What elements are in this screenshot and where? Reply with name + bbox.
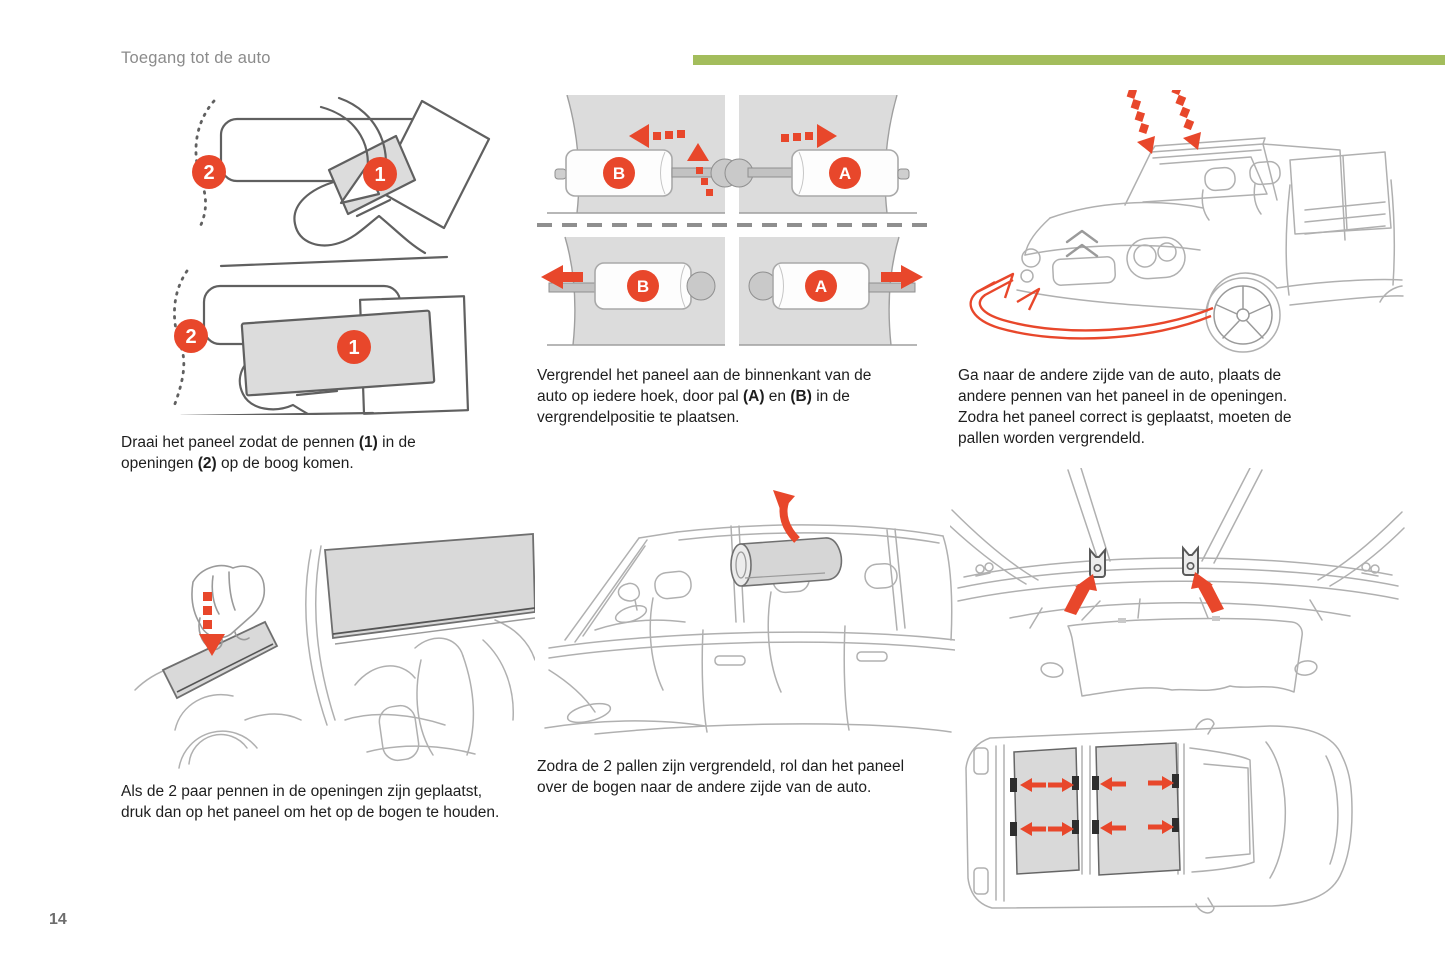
svg-text:B: B: [612, 164, 626, 183]
rolled-panel: [731, 538, 841, 586]
caption-step2: Vergrendel het paneel aan de binnenkant van de auto op iedere hoek, door pal (A) en (B) in de vergrendelpositie te plaatsen.: [537, 367, 872, 426]
green-accent-bar: [693, 55, 1445, 65]
svg-text:1: 1: [348, 337, 360, 359]
dashed-down-arrow-2: [1171, 90, 1201, 150]
car-line-art: [1017, 138, 1403, 352]
page-number: 14: [49, 911, 67, 928]
up-arrows: [1064, 572, 1224, 615]
figure-latches-a-b: [537, 95, 927, 360]
figure-roll-panel: [535, 480, 955, 750]
figure-top-view: [950, 712, 1405, 947]
svg-text:2: 2: [185, 326, 197, 348]
roof-panel-right: [1096, 743, 1180, 875]
figure-car-front-go-around: [955, 90, 1405, 360]
caption-step5: Zodra de 2 pallen zijn vergrendeld, rol dan het paneel over de bogen naar de andere zijde van de auto.: [537, 758, 905, 796]
svg-text:2: 2: [203, 162, 215, 184]
svg-text:1: 1: [374, 164, 386, 186]
ground-line-top: [221, 257, 447, 266]
figure-header-clips: [950, 468, 1405, 713]
svg-text:A: A: [838, 164, 852, 183]
ground-line-bottom: [181, 413, 373, 415]
frame-line-art: [950, 468, 1404, 696]
roof-panel-left: [1014, 748, 1079, 874]
caption-step4: Als de 2 paar pennen in de openingen zijn geplaatst, druk dan op het paneel om het op de bogen te houden.: [121, 783, 500, 821]
page-title: Toegang tot de auto: [121, 49, 271, 67]
caption-step1: Draai het paneel zodat de pennen (1) in de openingen (2) op de boog komen.: [121, 434, 416, 472]
figure-pin-into-opening: [125, 95, 495, 415]
svg-text:A: A: [814, 277, 828, 296]
clip-brackets: [1090, 548, 1198, 577]
caption-step3: Ga naar de andere zijde van de auto, plaats de andere pennen van het paneel in de openingen. Zodra het paneel correct is geplaatst, moeten de pallen worden vergrendeld.: [958, 367, 1292, 447]
panel-edge-bottom: [242, 311, 435, 396]
dashed-down-arrow-1: [1127, 90, 1155, 154]
svg-text:B: B: [636, 277, 650, 296]
figure-press-panel: [115, 520, 535, 770]
